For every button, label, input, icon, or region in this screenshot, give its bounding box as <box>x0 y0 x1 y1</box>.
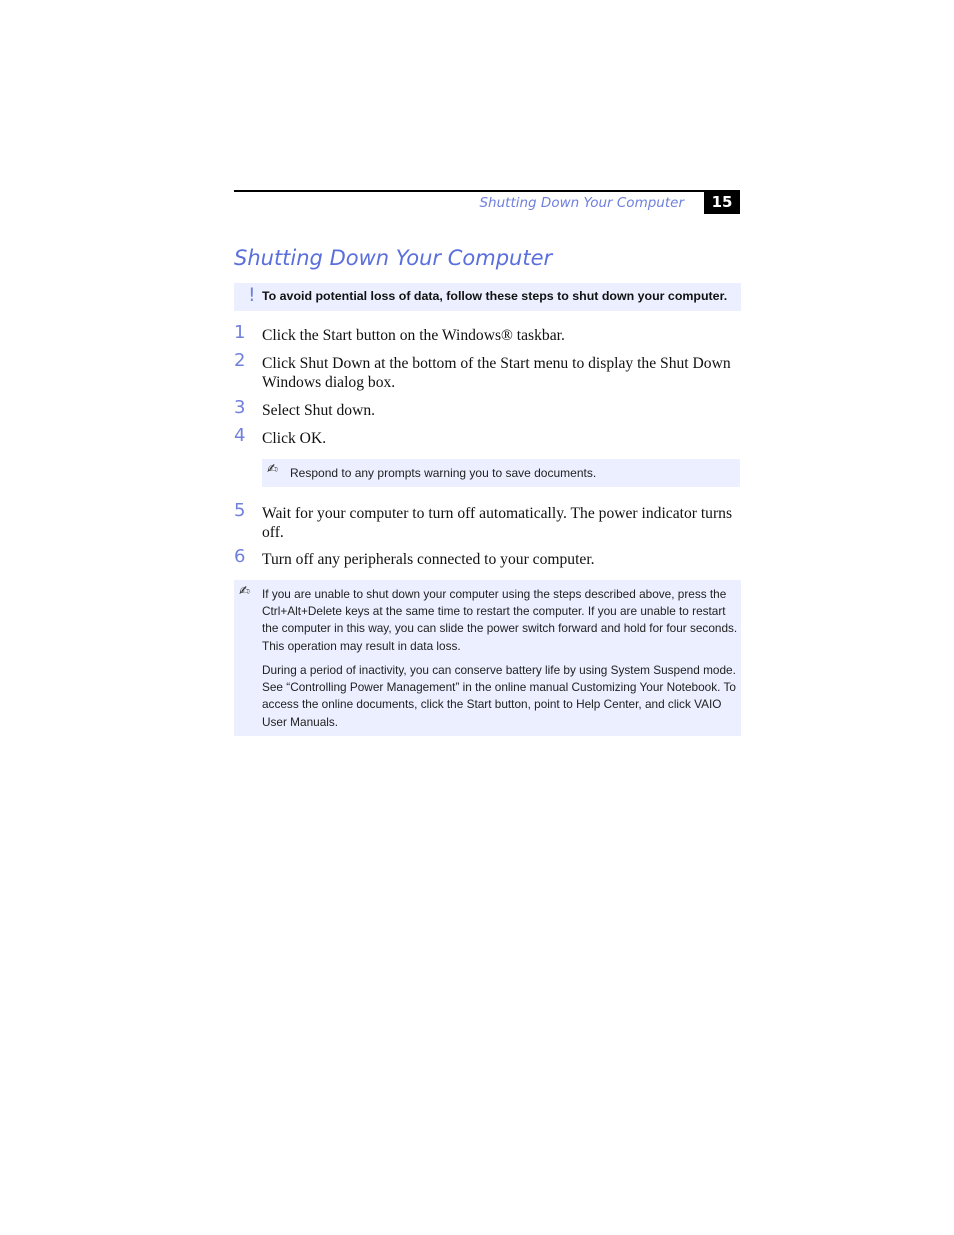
note-text: Respond to any prompts warning you to save documents. <box>290 466 597 480</box>
pencil-icon: ✍ <box>267 462 278 477</box>
note-box <box>262 459 740 487</box>
note-paragraph: During a period of inactivity, you can conserve battery life by using System Suspend mode. See “Controlling Power Management” in the online manual Customizing Your Notebook. To access the online documents, click the Start button, point to Help Center, and click VAIO User Manuals. <box>262 663 736 729</box>
step-text: Click the Start button on the Windows® taskbar. <box>262 327 565 344</box>
exclamation-icon: ! <box>248 284 256 306</box>
step-number: 3 <box>234 397 246 418</box>
step-text: Click OK. <box>262 430 327 447</box>
step-number: 5 <box>234 500 246 521</box>
note-box <box>234 580 741 736</box>
warning-text: To avoid potential loss of data, follow these steps to shut down your computer. <box>262 289 728 303</box>
step-number: 2 <box>234 350 246 371</box>
step-number: 1 <box>234 322 246 343</box>
header-rule <box>234 190 740 192</box>
step-number: 4 <box>234 425 246 446</box>
step-text: Wait for your computer to turn off automatically. The power indicator turns off. <box>262 505 733 541</box>
note-paragraph: If you are unable to shut down your computer using the steps described above, press the Ctrl+Alt+Delete keys at the same time to restart the computer. If you are unable to restart the computer in this way, you can slide the power switch forward and hold for four seconds. This operation may result in data loss. <box>262 587 738 653</box>
step-text: Turn off any peripherals connected to your computer. <box>262 551 595 568</box>
pencil-icon: ✍ <box>239 584 250 599</box>
page-title: Shutting Down Your Computer <box>234 246 553 270</box>
step-number: 6 <box>234 546 246 567</box>
warning-box <box>234 283 741 311</box>
page-number: 15 <box>704 191 740 214</box>
step-text: Click Shut Down at the bottom of the Start menu to display the Shut Down Windows dialog box. <box>262 355 731 391</box>
running-head: Shutting Down Your Computer <box>479 195 684 211</box>
step-text: Select Shut down. <box>262 402 376 419</box>
